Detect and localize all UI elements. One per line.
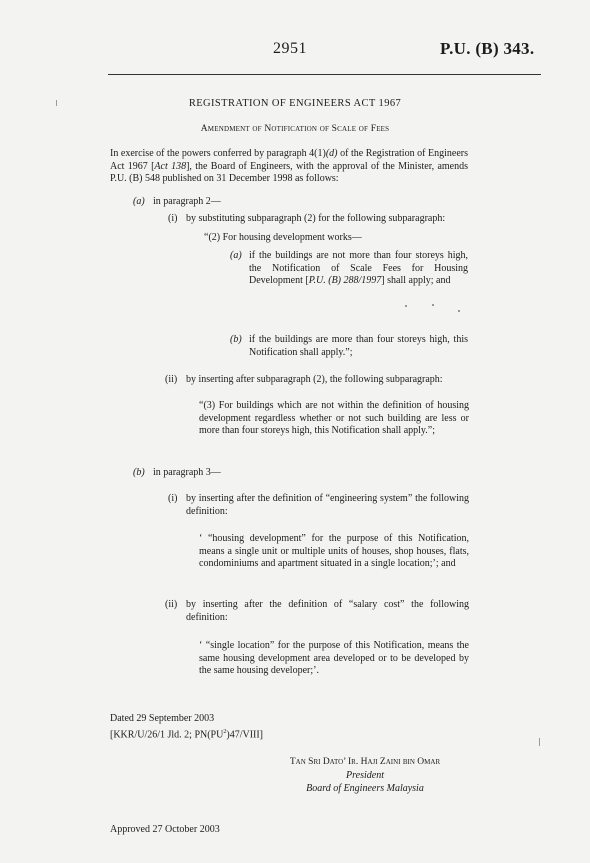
signer-name: Tan Sri Dato’ Ir. Haji Zaini bin Omar bbox=[289, 757, 441, 767]
reference-superscript: 2 bbox=[223, 729, 227, 735]
approved-line: Approved 27 October 2003 bbox=[110, 824, 220, 835]
item-b-heading: in paragraph 3— bbox=[153, 467, 221, 478]
amendment-subtitle: Amendment of Notification of Scale of Fees bbox=[200, 124, 390, 134]
quote-3-text: “(3) For buildings which are not within the definition of housing development regardless whether or not such building are less or more than four storeys high, this Notification shall apply.”; bbox=[199, 400, 469, 437]
housing-development-definition: ‘ “housing development” for the purpose of this Notification, means a single unit or multiple units of houses, shop houses, flats, condominiums and apartment situated in a single location;’; and bbox=[199, 533, 469, 570]
quote-2-b-label: (b) bbox=[230, 334, 242, 345]
item-b-label: (b) bbox=[133, 467, 145, 478]
reference-part-2: )47/VIII] bbox=[226, 729, 264, 741]
quote-2-a-label: (a) bbox=[230, 250, 242, 261]
preamble-part-2: of the Registration of Engineers Act 1967 [ bbox=[110, 148, 468, 172]
dated-line: Dated 29 September 2003 bbox=[110, 713, 215, 724]
act-title: REGISTRATION OF ENGINEERS ACT 1967 bbox=[188, 98, 402, 109]
preamble bbox=[110, 148, 468, 186]
item-a-ii-text: by inserting after subparagraph (2), the following subparagraph: bbox=[186, 374, 443, 385]
scan-speck bbox=[458, 310, 460, 312]
preamble-act-ref: Act 138 bbox=[154, 160, 187, 172]
preamble-part-1-italic: (d) bbox=[325, 148, 338, 159]
item-a-ii-label: (ii) bbox=[165, 374, 178, 385]
preamble-part-1: In exercise of the powers conferred by paragraph 4(1) bbox=[110, 148, 326, 159]
quote-2-a-pu-ref: P.U. (B) 288/1997 bbox=[308, 275, 382, 287]
item-b-i-label: (i) bbox=[168, 493, 178, 504]
item-a-label: (a) bbox=[133, 196, 145, 207]
signer-organisation: Board of Engineers Malaysia bbox=[306, 783, 424, 794]
signer-role: President bbox=[346, 770, 384, 781]
quote-2-head: “(2) For housing development works— bbox=[204, 232, 362, 243]
page-number: 2951 bbox=[273, 40, 307, 57]
quote-2-a-text bbox=[249, 250, 468, 288]
item-b-ii-label: (ii) bbox=[165, 599, 178, 610]
item-a-i-text: by substituting subparagraph (2) for the following subparagraph: bbox=[186, 213, 446, 224]
reference-line bbox=[110, 726, 263, 742]
reference-part-1: [KKR/U/26/1 Jld. 2; PN(PU bbox=[110, 729, 224, 741]
quote-2-b-text: if the buildings are more than four storeys high, this Notification shall apply.”; bbox=[249, 334, 468, 358]
scan-speck bbox=[405, 305, 407, 307]
header-rule bbox=[108, 74, 541, 75]
quote-2-a-part-1: if the buildings are not more than four storeys high, the Notification of Scale Fees for Housing Development [ bbox=[249, 250, 468, 287]
quote-2-a-part-2: ] shall apply; and bbox=[381, 275, 451, 287]
single-location-definition: ‘ “single location” for the purpose of this Notification, means the same housing development area developed or to be developed by the same housing developer;’. bbox=[199, 640, 469, 677]
item-b-i-text: by inserting after the definition of “engineering system” the following definition: bbox=[186, 493, 469, 517]
scan-mark bbox=[539, 738, 540, 746]
scan-speck bbox=[432, 304, 434, 306]
item-a-i-label: (i) bbox=[168, 213, 178, 224]
item-b-ii-text: by inserting after the definition of “salary cost” the following definition: bbox=[186, 599, 469, 623]
preamble-part-3: ], the Board of Engineers, with the approval of the Minister, amends P.U. (B) 548 published on 31 December 1998 as follows: bbox=[110, 160, 468, 185]
pu-code: P.U. (B) 343. bbox=[440, 39, 535, 58]
item-a-heading: in paragraph 2— bbox=[153, 196, 221, 207]
